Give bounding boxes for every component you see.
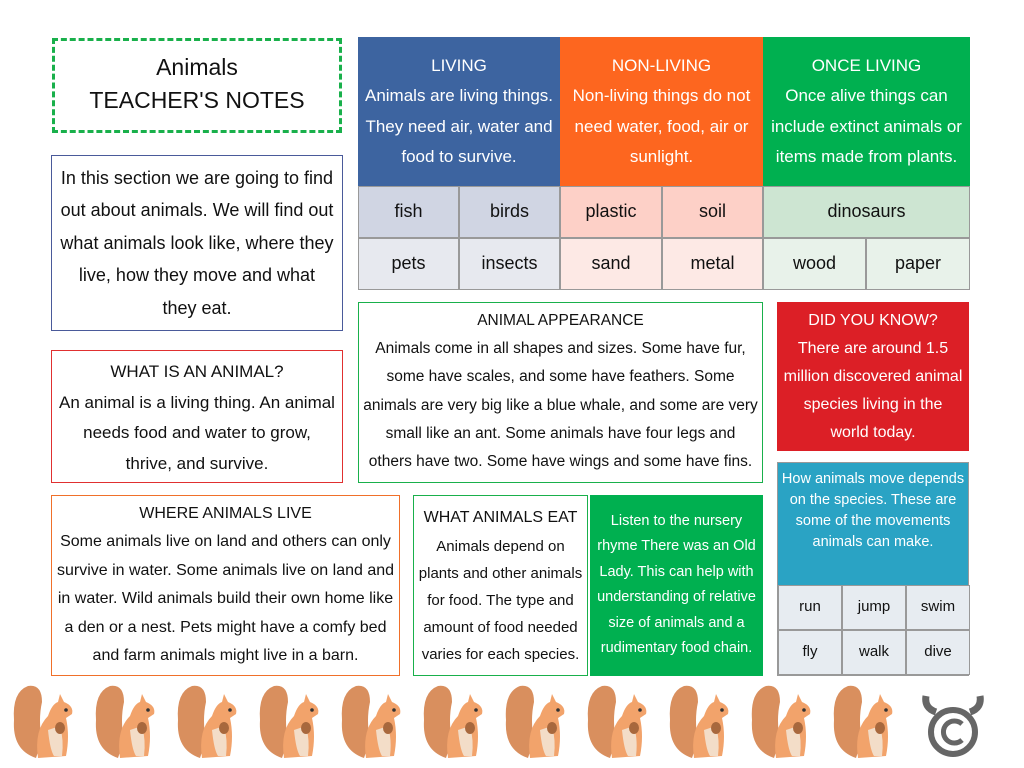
- non-living-header: [560, 37, 763, 186]
- example-cell: metal: [662, 238, 763, 290]
- squirrel-icon: [582, 680, 652, 762]
- non-living-body: Non-living things do not need water, food, air or sunlight.: [572, 86, 751, 166]
- squirrel-icon: [418, 680, 488, 762]
- example-cell: wood: [763, 238, 866, 290]
- where-heading: WHERE ANIMALS LIVE: [139, 505, 312, 522]
- title-line2: TEACHER'S NOTES: [89, 87, 305, 114]
- once-living-body: Once alive things can include extinct animals or items made from plants.: [771, 86, 962, 166]
- squirrel-icon: [664, 680, 734, 762]
- move-cell: dive: [906, 630, 970, 675]
- did-you-know-box: [777, 302, 969, 451]
- example-cell: sand: [560, 238, 662, 290]
- what-is-body: An animal is a living thing. An animal needs food and water to grow, thrive, and survive.: [59, 392, 335, 473]
- move-cell: fly: [778, 630, 842, 675]
- non-living-heading: NON-LIVING: [611, 56, 712, 75]
- squirrel-icon: [828, 680, 898, 762]
- movement-body: How animals move depends on the species. These are some of the movements animals can make.: [778, 463, 968, 585]
- example-cell: plastic: [560, 186, 662, 238]
- title-box: [52, 38, 342, 133]
- move-cell: run: [778, 585, 842, 630]
- eat-heading: WHAT ANIMALS EAT: [423, 509, 578, 526]
- squirrel-icon: [254, 680, 324, 762]
- example-cell: soil: [662, 186, 763, 238]
- example-cell: fish: [358, 186, 459, 238]
- move-cell: walk: [842, 630, 906, 675]
- example-cell: insects: [459, 238, 560, 290]
- squirrel-icon: [8, 680, 78, 762]
- what-animals-eat-box: [413, 495, 588, 676]
- nursery-rhyme-box: Listen to the nursery rhyme There was an Old Lady. This can help with understanding of relative size of animals and a rudimentary food chain.: [590, 495, 763, 676]
- eat-body: Animals depend on plants and other animals for food. The type and amount of food needed varies for each species.: [418, 537, 583, 663]
- appearance-body: Animals come in all shapes and sizes. Some have fur, some have scales, and some have feathers. Some animals are very big like a blue whale, and some are very small like an ant. Some animals have four legs and others have two. Some have wings and some have fins.: [363, 340, 758, 471]
- example-cell: paper: [866, 238, 970, 290]
- squirrel-icon: [500, 680, 570, 762]
- dyk-heading: DID YOU KNOW?: [808, 312, 938, 329]
- where-body: Some animals live on land and others can only survive in water. Some animals live on land and in water. Wild animals build their own home like a den or a nest. Pets might have a comfy bed and farm animals might live in a barn.: [56, 533, 395, 665]
- what-is-animal-box: [51, 350, 343, 483]
- living-body: Animals are living things. They need air, water and food to survive.: [364, 86, 554, 166]
- living-header: [358, 37, 560, 186]
- example-cell: pets: [358, 238, 459, 290]
- example-cell: dinosaurs: [763, 186, 970, 238]
- example-cell: birds: [459, 186, 560, 238]
- appearance-heading: ANIMAL APPEARANCE: [477, 312, 644, 329]
- movement-box: [777, 462, 969, 676]
- squirrel-icon: [336, 680, 406, 762]
- squirrel-icon: [90, 680, 160, 762]
- animal-appearance-box: [358, 302, 763, 483]
- once-living-header: [763, 37, 970, 186]
- squirrel-icon: [172, 680, 242, 762]
- move-cell: jump: [842, 585, 906, 630]
- intro-box: In this section we are going to find out about animals. We will find out what animals look like, where they live, how they move and what they eat.: [51, 155, 343, 331]
- living-table: [358, 37, 970, 291]
- title-line1: Animals: [156, 54, 238, 80]
- living-heading: LIVING: [431, 56, 487, 75]
- dyk-body: There are around 1.5 million discovered animal species living in the world today.: [783, 340, 963, 441]
- squirrel-icon: [746, 680, 816, 762]
- move-cell: swim: [906, 585, 970, 630]
- what-is-heading: WHAT IS AN ANIMAL?: [110, 362, 284, 381]
- where-animals-live-box: [51, 495, 400, 676]
- once-living-heading: ONCE LIVING: [811, 56, 922, 75]
- copyright-logo-icon: [922, 688, 984, 760]
